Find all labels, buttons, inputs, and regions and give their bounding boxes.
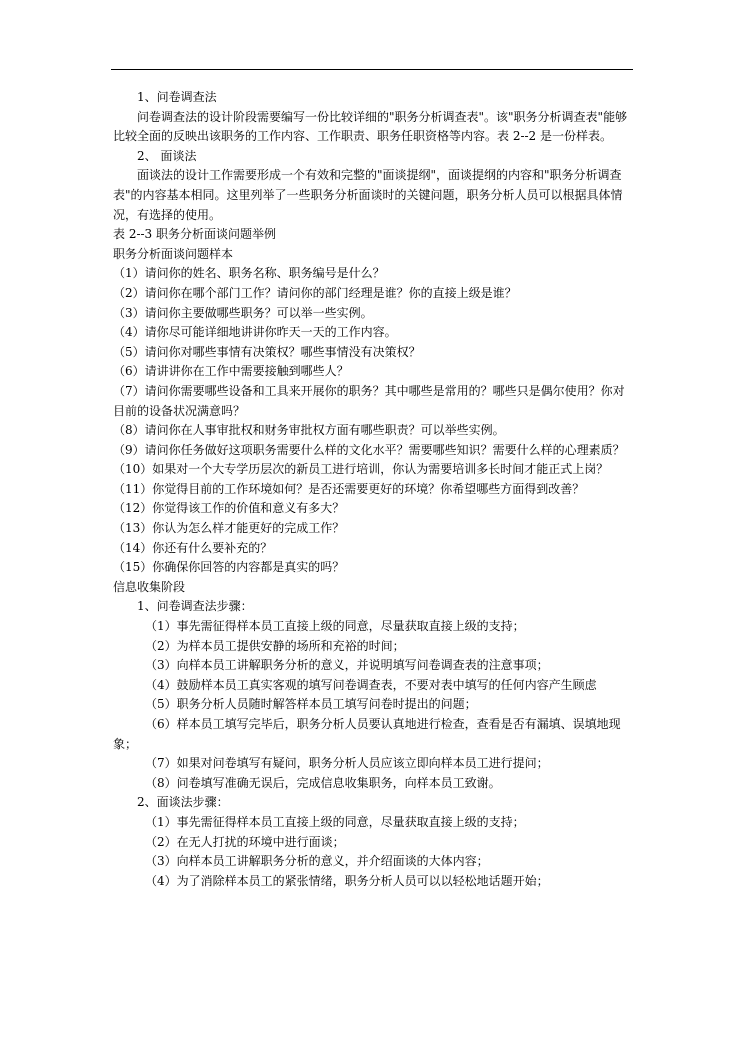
list-item: （7）请问你需要哪些设备和工具来开展你的职务？其中哪些是常用的？哪些只是偶尔使用？你对目前的设备状况满意吗？ [113, 383, 625, 418]
list-item: （6）样本员工填写完毕后，职务分析人员要认真地进行检查，查看是否有漏填、误填地现象； [113, 717, 621, 751]
section-heading-questionnaire: 1、问卷调查法 [137, 90, 217, 104]
questionnaire-steps-heading: 1、问卷调查法步骤： [137, 599, 253, 614]
document-body [113, 88, 635, 891]
list-item: （2）在无人打扰的环境中进行面谈； [145, 834, 345, 849]
list-item: （12）你觉得该工作的价值和意义有多大？ [113, 501, 345, 516]
list-item: （5）职务分析人员随时解答样本员工填写问卷时提出的问题； [145, 697, 477, 712]
list-item: （3）请问你主要做哪些职务？可以举一些实例。 [113, 305, 373, 320]
list-item: （3）向样本员工讲解职务分析的意义，并介绍面谈的大体内容； [145, 854, 489, 869]
list-item: （6）请讲讲你在工作中需要接触到哪些人？ [113, 364, 349, 379]
list-item: （9）请问你任务做好这项职务需要什么样的文化水平？需要哪些知识？需要什么样的心理素质？ [113, 442, 625, 457]
interview-steps-list [113, 813, 635, 891]
list-item: （14）你还有什么要补充的？ [113, 540, 273, 555]
table-caption: 表 2--3 职务分析面谈问题举例 [113, 227, 277, 242]
paragraph-interview: 面谈法的设计工作需要形成一个有效和完整的"面谈提纲"，面谈提纲的内容和"职务分析调查表"的内容基本相同。这里列举了一些职务分析面谈时的关键问题，职务分析人员可以根据具体情况，有选择的使用。 [113, 168, 623, 222]
list-item: （13）你认为怎么样才能更好的完成工作？ [113, 521, 345, 536]
question-list [113, 264, 635, 578]
list-item: （15）你确保你回答的内容都是真实的吗？ [113, 560, 345, 575]
list-item: （1）请问你的姓名、职务名称、职务编号是什么？ [113, 266, 385, 281]
questionnaire-steps-list [113, 617, 635, 793]
collection-stage-title: 信息收集阶段 [113, 579, 186, 594]
header-rule [111, 69, 633, 70]
paragraph-questionnaire: 问卷调查法的设计阶段需要编写一份比较详细的"职务分析调查表"。该"职务分析调查表"能够比较全面的反映出该职务的工作内容、工作职责、职务任职资格等内容。表 2--2 是一份样表。 [113, 109, 628, 144]
list-item: （8）请问你在人事审批权和财务审批权方面有哪些职责？可以举些实例。 [113, 423, 505, 438]
list-item: （11）你觉得目前的工作环境如何？是否还需要更好的环境？你希望哪些方面得到改善？ [113, 481, 585, 496]
list-item: （5）请问你对哪些事情有决策权？哪些事情没有决策权？ [113, 344, 421, 359]
list-item: （1）事先需征得样本员工直接上级的同意，尽量获取直接上级的支持； [145, 814, 525, 829]
list-item: （4）为了消除样本员工的紧张情绪，职务分析人员可以以轻松地话题开始； [145, 873, 549, 888]
list-item: （2）为样本员工提供安静的场所和充裕的时间； [145, 638, 405, 653]
list-item: （1）事先需征得样本员工直接上级的同意，尽量获取直接上级的支持； [145, 619, 525, 634]
list-item: （3）向样本员工讲解职务分析的意义，并说明填写问卷调查表的注意事项； [145, 658, 549, 673]
list-item: （7）如果对问卷填写有疑问，职务分析人员应该立即向样本员工进行提问； [145, 756, 549, 771]
section-heading-interview: 2、 面谈法 [137, 148, 197, 163]
list-item: （4）请你尽可能详细地讲讲你昨天一天的工作内容。 [113, 325, 397, 340]
list-item: （4）鼓励样本员工真实客观的填写问卷调查表，不要对表中填写的任何内容产生顾虑 [145, 677, 597, 692]
interview-steps-heading: 2、面谈法步骤： [137, 795, 229, 810]
list-item: （8）问卷填写准确无误后，完成信息收集职务，向样本员工致谢。 [145, 775, 501, 790]
sample-title: 职务分析面谈问题样本 [113, 246, 234, 261]
list-item: （2）请问你在哪个部门工作？请问你的部门经理是谁？你的直接上级是谁？ [113, 285, 517, 300]
list-item: （10）如果对一个大专学历层次的新员工进行培训，你认为需要培训多长时间才能正式上岗？ [113, 462, 609, 477]
